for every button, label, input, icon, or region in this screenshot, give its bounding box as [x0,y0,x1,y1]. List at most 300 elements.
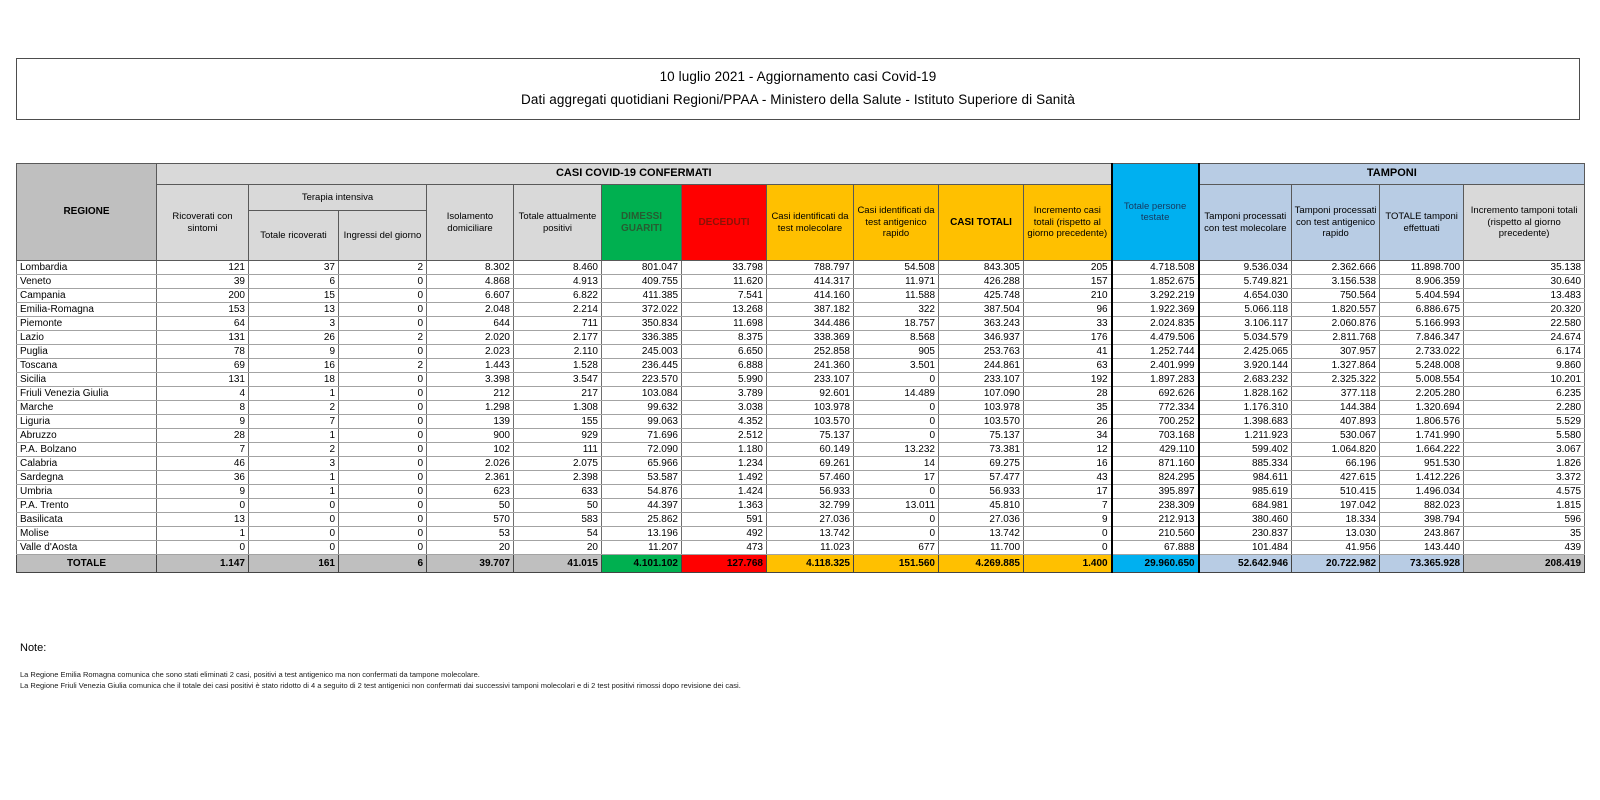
value-cell: 1.211.923 [1199,429,1292,443]
value-cell: 1.176.310 [1199,401,1292,415]
value-cell: 3.038 [682,401,767,415]
value-cell: 1.496.034 [1380,485,1464,499]
value-cell: 2.177 [514,331,602,345]
value-cell: 24.674 [1464,331,1585,345]
col-header-isolamento-domiciliare: Isolamento domiciliare [427,185,514,261]
value-cell: 35 [1464,527,1585,541]
group-header-tamponi: TAMPONI [1199,164,1585,185]
value-cell: 871.160 [1112,457,1199,471]
value-cell: 6.886.675 [1380,303,1464,317]
value-cell: 885.334 [1199,457,1292,471]
value-cell: 788.797 [767,261,854,275]
value-cell: 1.412.226 [1380,471,1464,485]
value-cell: 73.365.928 [1380,555,1464,573]
col-header-ingressi-giorno: Ingressi del giorno [339,211,427,261]
value-cell: 11.207 [602,541,682,555]
value-cell: 591 [682,513,767,527]
value-cell: 53 [427,527,514,541]
region-cell: Marche [17,401,157,415]
value-cell: 1 [249,387,339,401]
value-cell: 0 [339,345,427,359]
table-header [17,164,1585,261]
value-cell: 623 [427,485,514,499]
value-cell: 50 [427,499,514,513]
value-cell: 238.309 [1112,499,1199,513]
value-cell: 414.317 [767,275,854,289]
value-cell: 102 [427,443,514,457]
value-cell: 1.820.557 [1292,303,1380,317]
value-cell: 3.067 [1464,443,1585,457]
covid-data-table [16,163,1585,573]
value-cell: 1.327.864 [1292,359,1380,373]
value-cell: 101.484 [1199,541,1292,555]
value-cell: 230.837 [1199,527,1292,541]
value-cell: 13.196 [602,527,682,541]
value-cell: 2.683.232 [1199,373,1292,387]
value-cell: 11.620 [682,275,767,289]
value-cell: 2 [339,261,427,275]
table-row [17,359,1585,373]
table-body [17,261,1585,573]
value-cell: 18.757 [854,317,939,331]
value-cell: 951.530 [1380,457,1464,471]
value-cell: 13.742 [939,527,1024,541]
value-cell: 8.568 [854,331,939,345]
value-cell: 307.957 [1292,345,1380,359]
col-header-totale-ricoverati: Totale ricoverati [249,211,339,261]
value-cell: 0 [157,541,249,555]
region-cell: TOTALE [17,555,157,573]
value-cell: 5.008.554 [1380,373,1464,387]
value-cell: 0 [339,485,427,499]
value-cell: 54.876 [602,485,682,499]
value-cell: 44.397 [602,499,682,513]
value-cell: 1.664.222 [1380,443,1464,457]
value-cell: 1.528 [514,359,602,373]
region-cell: Emilia-Romagna [17,303,157,317]
value-cell: 155 [514,415,602,429]
value-cell: 0 [339,471,427,485]
value-cell: 63 [1024,359,1112,373]
value-cell: 236.445 [602,359,682,373]
value-cell: 2 [249,401,339,415]
value-cell: 7 [1024,499,1112,513]
note-line: La Regione Friuli Venezia Giulia comunica che il totale dei casi positivi è stato ridotto di 4 a seguito di 2 test antigenici non confermati dai successivi tamponi molecolari e di 2 test positivi rimossi dopo revisione dei casi. [20,680,741,690]
value-cell: 0 [339,499,427,513]
value-cell: 14.489 [854,387,939,401]
value-cell: 4.654.030 [1199,289,1292,303]
value-cell: 1.815 [1464,499,1585,513]
value-cell: 395.897 [1112,485,1199,499]
value-cell: 35.138 [1464,261,1585,275]
value-cell: 3.789 [682,387,767,401]
col-header-casi-test-antigenico: Casi identificati da test antigenico rapido [854,185,939,261]
value-cell: 5.066.118 [1199,303,1292,317]
value-cell: 684.981 [1199,499,1292,513]
value-cell: 0 [854,429,939,443]
value-cell: 151.560 [854,555,939,573]
value-cell: 2.361 [427,471,514,485]
value-cell: 144.384 [1292,401,1380,415]
value-cell: 28 [1024,387,1112,401]
value-cell: 1.828.162 [1199,387,1292,401]
table-row [17,499,1585,513]
value-cell: 3.398 [427,373,514,387]
value-cell: 157 [1024,275,1112,289]
value-cell: 69.261 [767,457,854,471]
table-row [17,261,1585,275]
value-cell: 217 [514,387,602,401]
group-header-confirmed-cases: CASI COVID-19 CONFERMATI [157,164,1112,185]
value-cell: 644 [427,317,514,331]
value-cell: 473 [682,541,767,555]
value-cell: 2.280 [1464,401,1585,415]
region-cell: Lombardia [17,261,157,275]
value-cell: 41 [1024,345,1112,359]
value-cell: 2.048 [427,303,514,317]
value-cell: 8.375 [682,331,767,345]
table-row [17,415,1585,429]
value-cell: 197.042 [1292,499,1380,513]
value-cell: 0 [339,303,427,317]
value-cell: 43 [1024,471,1112,485]
value-cell: 13.742 [767,527,854,541]
value-cell: 69 [157,359,249,373]
value-cell: 3 [249,317,339,331]
value-cell: 2.060.876 [1292,317,1380,331]
value-cell: 2.205.280 [1380,387,1464,401]
value-cell: 69.275 [939,457,1024,471]
value-cell: 20 [427,541,514,555]
value-cell: 17 [1024,485,1112,499]
value-cell: 36 [157,471,249,485]
value-cell: 35 [1024,401,1112,415]
value-cell: 245.003 [602,345,682,359]
value-cell: 1.180 [682,443,767,457]
value-cell: 1.806.576 [1380,415,1464,429]
region-cell: Sardegna [17,471,157,485]
value-cell: 78 [157,345,249,359]
value-cell: 0 [339,457,427,471]
value-cell: 882.023 [1380,499,1464,513]
value-cell: 344.486 [767,317,854,331]
title-box [16,58,1580,120]
value-cell: 52.642.946 [1199,555,1292,573]
table-row [17,443,1585,457]
value-cell: 210.560 [1112,527,1199,541]
value-cell: 1.252.744 [1112,345,1199,359]
value-cell: 0 [339,275,427,289]
value-cell: 4.101.102 [602,555,682,573]
table-row [17,289,1585,303]
value-cell: 161 [249,555,339,573]
covid-data-table-wrap [16,163,1585,573]
region-cell: Campania [17,289,157,303]
value-cell: 13.483 [1464,289,1585,303]
value-cell: 57.477 [939,471,1024,485]
value-cell: 12 [1024,443,1112,457]
value-cell: 5.404.594 [1380,289,1464,303]
value-cell: 0 [339,541,427,555]
value-cell: 17 [854,471,939,485]
value-cell: 25.862 [602,513,682,527]
value-cell: 139 [427,415,514,429]
value-cell: 0 [157,499,249,513]
region-cell: Puglia [17,345,157,359]
value-cell: 0 [339,317,427,331]
value-cell: 56.933 [939,485,1024,499]
value-cell: 1.922.369 [1112,303,1199,317]
region-cell: Valle d'Aosta [17,541,157,555]
region-cell: Sicilia [17,373,157,387]
value-cell: 103.084 [602,387,682,401]
value-cell: 426.288 [939,275,1024,289]
value-cell: 0 [249,499,339,513]
value-cell: 2 [249,443,339,457]
value-cell: 60.149 [767,443,854,457]
value-cell: 34 [1024,429,1112,443]
value-cell: 96 [1024,303,1112,317]
value-cell: 28 [157,429,249,443]
total-row [17,555,1585,573]
group-header-terapia-intensiva: Terapia intensiva [249,185,427,211]
value-cell: 11.023 [767,541,854,555]
value-cell: 0 [339,513,427,527]
value-cell: 6.607 [427,289,514,303]
value-cell: 2.023 [427,345,514,359]
value-cell: 5.034.579 [1199,331,1292,345]
col-header-totale-tamponi: TOTALE tamponi effettuati [1380,185,1464,261]
value-cell: 5.749.821 [1199,275,1292,289]
value-cell: 92.601 [767,387,854,401]
value-cell: 700.252 [1112,415,1199,429]
value-cell: 2.325.322 [1292,373,1380,387]
value-cell: 75.137 [939,429,1024,443]
value-cell: 127.768 [682,555,767,573]
col-header-incremento-casi: Incremento casi totali (rispetto al giorno precedente) [1024,185,1112,261]
value-cell: 103.570 [767,415,854,429]
value-cell: 336.385 [602,331,682,345]
col-header-ricoverati-sintomi: Ricoverati con sintomi [157,185,249,261]
value-cell: 75.137 [767,429,854,443]
page-title: 10 luglio 2021 - Aggiornamento casi Covid-19 [659,69,937,84]
value-cell: 2.398 [514,471,602,485]
value-cell: 2.075 [514,457,602,471]
value-cell: 7.541 [682,289,767,303]
value-cell: 73.381 [939,443,1024,457]
value-cell: 322 [854,303,939,317]
value-cell: 7 [249,415,339,429]
value-cell: 0 [854,401,939,415]
value-cell: 0 [854,527,939,541]
value-cell: 3.372 [1464,471,1585,485]
value-cell: 252.858 [767,345,854,359]
value-cell: 570 [427,513,514,527]
value-cell: 2.401.999 [1112,359,1199,373]
value-cell: 5.248.008 [1380,359,1464,373]
value-cell: 6.174 [1464,345,1585,359]
col-header-incremento-tamponi: Incremento tamponi totali (rispetto al giorno precedente) [1464,185,1585,261]
value-cell: 39.707 [427,555,514,573]
value-cell: 711 [514,317,602,331]
value-cell: 750.564 [1292,289,1380,303]
value-cell: 985.619 [1199,485,1292,499]
value-cell: 210 [1024,289,1112,303]
value-cell: 13.011 [854,499,939,513]
value-cell: 11.698 [682,317,767,331]
value-cell: 4.913 [514,275,602,289]
value-cell: 900 [427,429,514,443]
value-cell: 387.504 [939,303,1024,317]
value-cell: 2.110 [514,345,602,359]
value-cell: 5.529 [1464,415,1585,429]
col-header-dimessi-guariti: DIMESSI GUARITI [602,185,682,261]
value-cell: 3.106.117 [1199,317,1292,331]
value-cell: 16 [1024,457,1112,471]
value-cell: 41.015 [514,555,602,573]
value-cell: 2.811.768 [1292,331,1380,345]
value-cell: 45.810 [939,499,1024,513]
region-cell: Piemonte [17,317,157,331]
value-cell: 22.580 [1464,317,1585,331]
value-cell: 425.748 [939,289,1024,303]
value-cell: 377.118 [1292,387,1380,401]
value-cell: 372.022 [602,303,682,317]
value-cell: 380.460 [1199,513,1292,527]
value-cell: 27.036 [939,513,1024,527]
region-cell: Umbria [17,485,157,499]
value-cell: 8.302 [427,261,514,275]
value-cell: 41.956 [1292,541,1380,555]
value-cell: 9 [249,345,339,359]
value-cell: 13 [157,513,249,527]
value-cell: 30.640 [1464,275,1585,289]
value-cell: 411.385 [602,289,682,303]
value-cell: 0 [854,373,939,387]
value-cell: 492 [682,527,767,541]
value-cell: 205 [1024,261,1112,275]
value-cell: 2.362.666 [1292,261,1380,275]
value-cell: 37 [249,261,339,275]
value-cell: 1.741.990 [1380,429,1464,443]
value-cell: 3.292.219 [1112,289,1199,303]
value-cell: 1.363 [682,499,767,513]
value-cell: 103.978 [939,401,1024,415]
value-cell: 0 [339,429,427,443]
col-header-tamponi-antigenico: Tamponi processati con test antigenico rapido [1292,185,1380,261]
value-cell: 5.166.993 [1380,317,1464,331]
region-column-header: REGIONE [17,164,157,261]
value-cell: 6 [339,555,427,573]
value-cell: 1.320.694 [1380,401,1464,415]
value-cell: 212.913 [1112,513,1199,527]
value-cell: 2.733.022 [1380,345,1464,359]
value-cell: 2.026 [427,457,514,471]
value-cell: 7.846.347 [1380,331,1464,345]
value-cell: 1 [249,471,339,485]
value-cell: 131 [157,331,249,345]
value-cell: 2 [339,331,427,345]
value-cell: 8.460 [514,261,602,275]
value-cell: 6.822 [514,289,602,303]
value-cell: 772.334 [1112,401,1199,415]
value-cell: 1 [157,527,249,541]
value-cell: 929 [514,429,602,443]
value-cell: 4.118.325 [767,555,854,573]
value-cell: 20.320 [1464,303,1585,317]
value-cell: 0 [339,289,427,303]
value-cell: 1.492 [682,471,767,485]
value-cell: 67.888 [1112,541,1199,555]
value-cell: 2.512 [682,429,767,443]
value-cell: 16 [249,359,339,373]
value-cell: 99.632 [602,401,682,415]
value-cell: 510.415 [1292,485,1380,499]
value-cell: 66.196 [1292,457,1380,471]
col-header-tamponi-molecolare: Tamponi processati con test molecolare [1199,185,1292,261]
value-cell: 32.799 [767,499,854,513]
value-cell: 599.402 [1199,443,1292,457]
value-cell: 103.978 [767,401,854,415]
value-cell: 13.232 [854,443,939,457]
value-cell: 0 [249,541,339,555]
value-cell: 439 [1464,541,1585,555]
region-cell: Molise [17,527,157,541]
table-row [17,387,1585,401]
value-cell: 398.794 [1380,513,1464,527]
table-row [17,345,1585,359]
value-cell: 27.036 [767,513,854,527]
value-cell: 905 [854,345,939,359]
value-cell: 18 [249,373,339,387]
value-cell: 14 [854,457,939,471]
table-row [17,401,1585,415]
value-cell: 0 [249,513,339,527]
value-cell: 0 [854,513,939,527]
value-cell: 9.860 [1464,359,1585,373]
table-row [17,303,1585,317]
value-cell: 0 [854,415,939,429]
value-cell: 363.243 [939,317,1024,331]
value-cell: 143.440 [1380,541,1464,555]
note-line: La Regione Emilia Romagna comunica che sono stati eliminati 2 casi, positivi a test antigenico ma non confermati da tampone molecolare. [20,670,480,679]
value-cell: 0 [339,401,427,415]
value-cell: 13 [249,303,339,317]
value-cell: 4.575 [1464,485,1585,499]
value-cell: 8 [157,401,249,415]
value-cell: 54 [514,527,602,541]
value-cell: 1.298 [427,401,514,415]
value-cell: 33.798 [682,261,767,275]
value-cell: 0 [1024,541,1112,555]
value-cell: 253.763 [939,345,1024,359]
value-cell: 200 [157,289,249,303]
value-cell: 212 [427,387,514,401]
value-cell: 8.906.359 [1380,275,1464,289]
table-row [17,513,1585,527]
value-cell: 0 [339,387,427,401]
value-cell: 50 [514,499,602,513]
value-cell: 54.508 [854,261,939,275]
value-cell: 429.110 [1112,443,1199,457]
value-cell: 2.214 [514,303,602,317]
value-cell: 824.295 [1112,471,1199,485]
value-cell: 11.898.700 [1380,261,1464,275]
value-cell: 1.308 [514,401,602,415]
col-header-persone-testate: Totale persone testate [1112,164,1199,261]
notes-section [20,642,1560,692]
value-cell: 1.147 [157,555,249,573]
